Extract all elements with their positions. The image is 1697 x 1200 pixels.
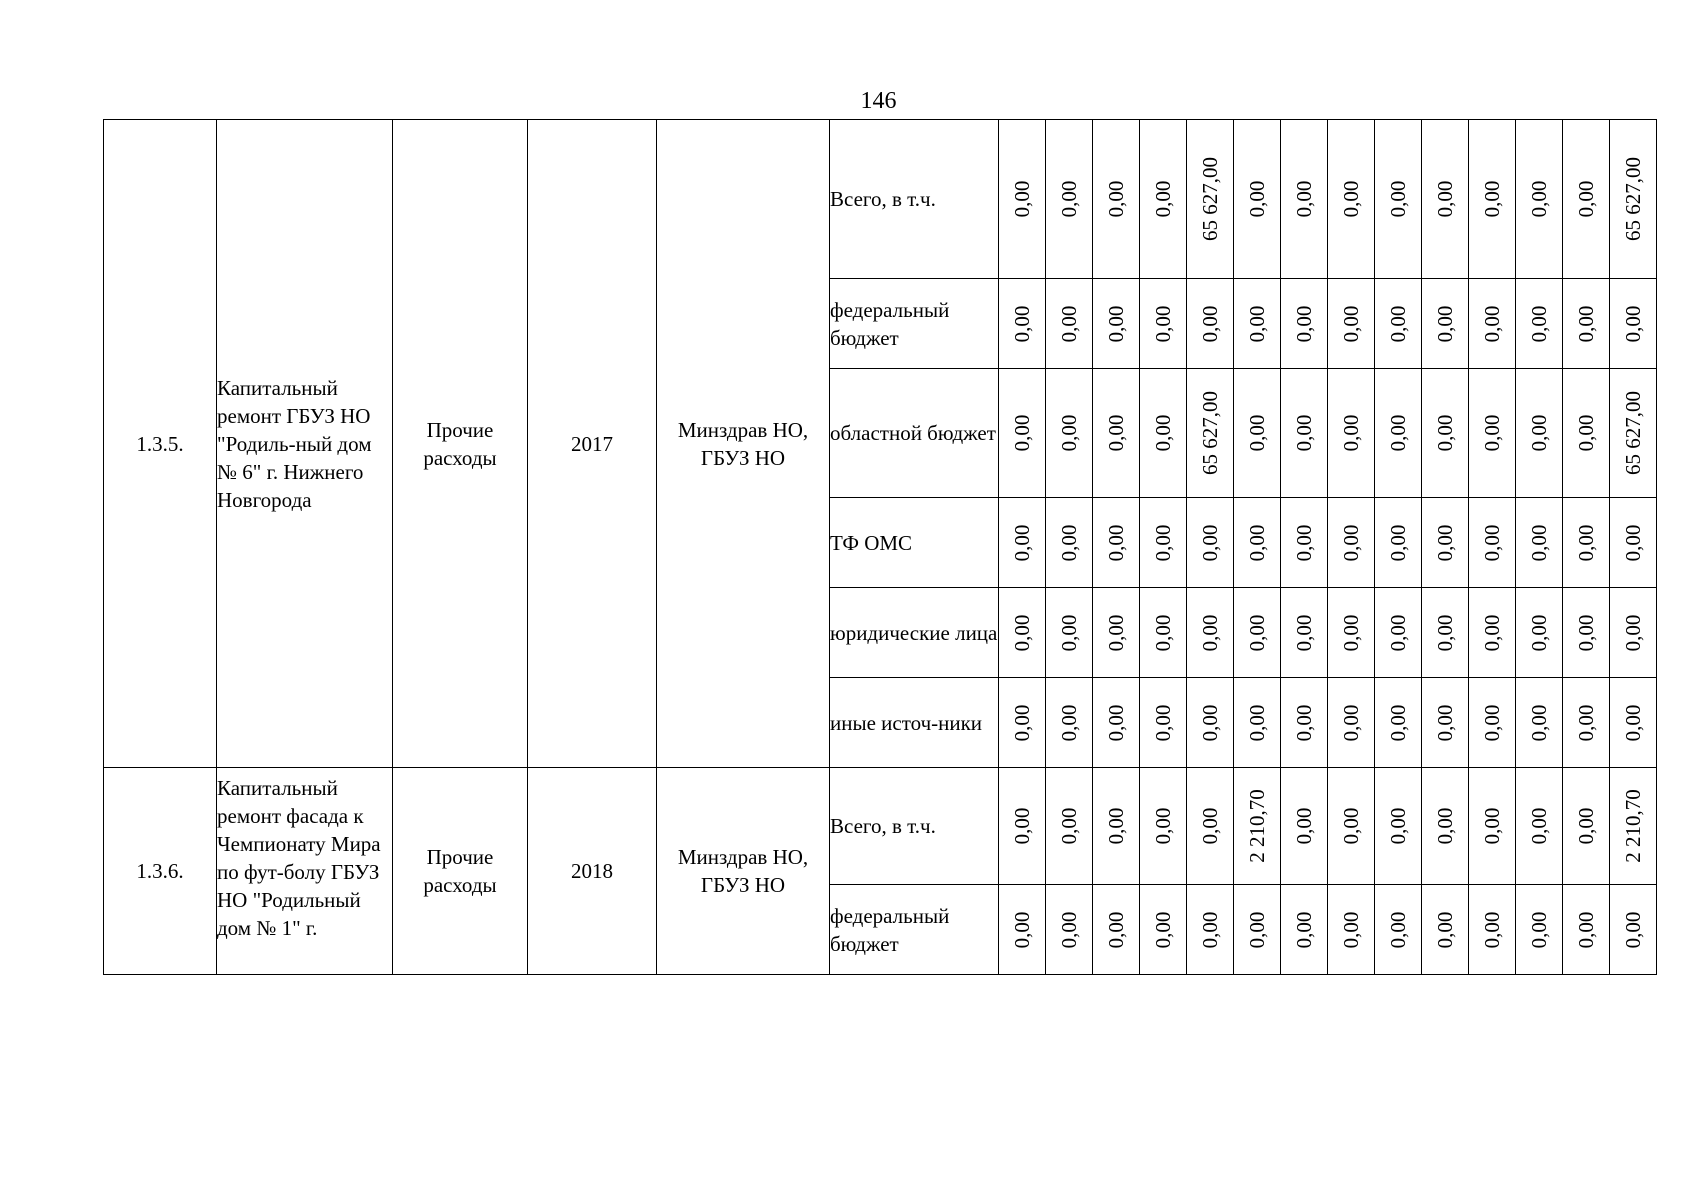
value-text: 0,00: [1198, 305, 1222, 342]
value-cell: [1093, 768, 1140, 885]
value-cell: [1328, 588, 1375, 678]
value-cell: [1187, 588, 1234, 678]
value-text: 0,00: [1339, 524, 1363, 561]
value-cell: [1610, 279, 1657, 369]
item-code: 1.3.5.: [104, 120, 217, 768]
value-text: 0,00: [1433, 807, 1457, 845]
value-text: 0,00: [1574, 614, 1598, 651]
value-cell: [1375, 885, 1422, 975]
value-text: 0,00: [1527, 305, 1551, 342]
value-cell: [1563, 768, 1610, 885]
value-cell: [1516, 678, 1563, 768]
value-cell: [1234, 885, 1281, 975]
value-cell: [1093, 678, 1140, 768]
value-text: 0,00: [1527, 180, 1551, 218]
value-cell: [1469, 369, 1516, 498]
value-text: 0,00: [1104, 614, 1128, 651]
value-text: 0,00: [1151, 807, 1175, 845]
value-cell: [1093, 885, 1140, 975]
value-text: 0,00: [1339, 911, 1363, 948]
value-cell: [999, 120, 1046, 279]
value-text: 0,00: [1339, 180, 1363, 218]
value-cell: [999, 588, 1046, 678]
value-text: 0,00: [1104, 807, 1128, 845]
value-cell: [999, 369, 1046, 498]
funding-source: Всего, в т.ч.: [830, 768, 999, 885]
value-text: 0,00: [1104, 524, 1128, 561]
value-text: 0,00: [1386, 807, 1410, 845]
value-text: 0,00: [1292, 180, 1316, 218]
value-text: 0,00: [1245, 305, 1269, 342]
value-cell: [1234, 588, 1281, 678]
value-text: 2 210,70: [1621, 789, 1645, 863]
value-cell: [1140, 369, 1187, 498]
value-text: 0,00: [1292, 614, 1316, 651]
value-cell: [1281, 369, 1328, 498]
value-text: 0,00: [1386, 180, 1410, 218]
value-text: 0,00: [1292, 911, 1316, 948]
value-cell: [1375, 279, 1422, 369]
value-cell: [1469, 120, 1516, 279]
value-cell: [1328, 768, 1375, 885]
value-text: 0,00: [1245, 180, 1269, 218]
value-cell: [1516, 279, 1563, 369]
value-text: 0,00: [1292, 414, 1316, 452]
value-text: 0,00: [1574, 414, 1598, 452]
value-cell: [1281, 885, 1328, 975]
value-cell: [1610, 588, 1657, 678]
value-text: 0,00: [1151, 414, 1175, 452]
value-cell: [1187, 369, 1234, 498]
value-text: 0,00: [1527, 614, 1551, 651]
value-text: 0,00: [1010, 704, 1034, 741]
value-text: 0,00: [1480, 180, 1504, 218]
value-text: 0,00: [1574, 180, 1598, 218]
value-text: 0,00: [1480, 807, 1504, 845]
value-cell: [1093, 120, 1140, 279]
value-cell: [1234, 120, 1281, 279]
value-text: 0,00: [1339, 614, 1363, 651]
value-cell: [1375, 120, 1422, 279]
value-text: 0,00: [1057, 180, 1081, 218]
value-cell: [1469, 678, 1516, 768]
value-text: 0,00: [1104, 414, 1128, 452]
value-text: 0,00: [1574, 911, 1598, 948]
value-cell: [1375, 369, 1422, 498]
value-cell: [1046, 885, 1093, 975]
value-text: 0,00: [1433, 911, 1457, 948]
value-text: 0,00: [1621, 305, 1645, 342]
value-cell: [1234, 279, 1281, 369]
value-cell: [1281, 588, 1328, 678]
value-cell: [1469, 768, 1516, 885]
year: 2017: [528, 120, 657, 768]
value-cell: [1046, 120, 1093, 279]
value-cell: [1328, 498, 1375, 588]
value-text: 0,00: [1245, 704, 1269, 741]
expense-type: Прочие расходы: [393, 768, 528, 975]
value-text: 0,00: [1339, 704, 1363, 741]
value-text: 0,00: [1480, 911, 1504, 948]
value-text: 65 627,00: [1621, 157, 1645, 241]
executor: Минздрав НО, ГБУЗ НО: [657, 120, 830, 768]
value-text: 0,00: [1010, 524, 1034, 561]
value-text: 0,00: [1057, 414, 1081, 452]
item-code: 1.3.6.: [104, 768, 217, 975]
value-text: 0,00: [1198, 911, 1222, 948]
table-row: [104, 768, 1657, 885]
value-cell: [1234, 768, 1281, 885]
value-cell: [1046, 768, 1093, 885]
value-cell: [1516, 885, 1563, 975]
value-cell: [1328, 885, 1375, 975]
value-cell: [1375, 678, 1422, 768]
value-text: 0,00: [1386, 524, 1410, 561]
value-cell: [1469, 279, 1516, 369]
value-cell: [1422, 885, 1469, 975]
page-number: 146: [860, 88, 897, 114]
value-cell: [1328, 369, 1375, 498]
value-cell: [1281, 678, 1328, 768]
value-text: 0,00: [1433, 614, 1457, 651]
funding-source: Всего, в т.ч.: [830, 120, 999, 279]
value-cell: [1563, 678, 1610, 768]
value-cell: [1187, 279, 1234, 369]
value-text: 0,00: [1527, 524, 1551, 561]
value-text: 0,00: [1386, 911, 1410, 948]
value-cell: [1187, 120, 1234, 279]
value-text: 0,00: [1010, 807, 1034, 845]
value-text: 0,00: [1104, 180, 1128, 218]
value-text: 0,00: [1010, 911, 1034, 948]
value-text: 0,00: [1527, 807, 1551, 845]
table-row: [104, 120, 1657, 279]
value-text: 0,00: [1010, 180, 1034, 218]
value-cell: [1516, 768, 1563, 885]
value-cell: [1422, 120, 1469, 279]
value-text: 0,00: [1292, 704, 1316, 741]
value-text: 0,00: [1574, 524, 1598, 561]
value-cell: [1375, 498, 1422, 588]
value-text: 0,00: [1339, 807, 1363, 845]
budget-table: [103, 119, 1657, 975]
value-cell: [999, 678, 1046, 768]
value-text: 0,00: [1151, 180, 1175, 218]
value-cell: [999, 279, 1046, 369]
value-cell: [1093, 498, 1140, 588]
value-text: 0,00: [1057, 807, 1081, 845]
value-text: 0,00: [1057, 911, 1081, 948]
value-cell: [1375, 588, 1422, 678]
value-cell: [1610, 498, 1657, 588]
value-text: 0,00: [1574, 305, 1598, 342]
value-text: 0,00: [1245, 414, 1269, 452]
value-cell: [1046, 678, 1093, 768]
value-cell: [1610, 369, 1657, 498]
value-text: 0,00: [1151, 305, 1175, 342]
value-cell: [1375, 768, 1422, 885]
value-cell: [1140, 678, 1187, 768]
value-cell: [999, 885, 1046, 975]
value-cell: [1281, 279, 1328, 369]
item-name: Капитальный ремонт фасада к Чемпионату Мира по фут-болу ГБУЗ НО "Родильный дом № 1" г.: [217, 768, 393, 975]
value-cell: [1046, 498, 1093, 588]
value-cell: [1140, 279, 1187, 369]
value-text: 0,00: [1339, 305, 1363, 342]
value-cell: [1422, 588, 1469, 678]
value-text: 0,00: [1574, 807, 1598, 845]
value-cell: [1516, 120, 1563, 279]
value-cell: [1610, 885, 1657, 975]
value-cell: [1281, 498, 1328, 588]
value-cell: [1140, 588, 1187, 678]
value-text: 0,00: [1057, 704, 1081, 741]
value-text: 0,00: [1151, 911, 1175, 948]
value-text: 0,00: [1621, 704, 1645, 741]
value-text: 0,00: [1621, 614, 1645, 651]
value-cell: [1234, 369, 1281, 498]
value-cell: [1187, 768, 1234, 885]
value-text: 0,00: [1104, 305, 1128, 342]
value-cell: [1516, 588, 1563, 678]
value-cell: [1563, 498, 1610, 588]
value-cell: [1046, 369, 1093, 498]
value-text: 0,00: [1386, 414, 1410, 452]
value-cell: [1046, 588, 1093, 678]
value-text: 0,00: [1010, 305, 1034, 342]
value-text: 0,00: [1151, 614, 1175, 651]
value-text: 0,00: [1245, 524, 1269, 561]
value-cell: [1610, 768, 1657, 885]
value-text: 0,00: [1198, 614, 1222, 651]
value-cell: [1422, 768, 1469, 885]
table-body: [104, 120, 1657, 975]
value-text: 0,00: [1527, 414, 1551, 452]
value-text: 0,00: [1245, 614, 1269, 651]
year: 2018: [528, 768, 657, 975]
value-cell: [999, 498, 1046, 588]
value-text: 65 627,00: [1198, 391, 1222, 475]
value-text: 0,00: [1433, 704, 1457, 741]
value-cell: [1140, 120, 1187, 279]
value-cell: [1093, 588, 1140, 678]
item-name: Капитальный ремонт ГБУЗ НО "Родиль-ный дом № 6" г. Нижнего Новгорода: [217, 120, 393, 768]
value-cell: [1563, 279, 1610, 369]
value-text: 0,00: [1621, 524, 1645, 561]
value-text: 0,00: [1433, 180, 1457, 218]
value-text: 0,00: [1527, 704, 1551, 741]
value-cell: [1610, 120, 1657, 279]
value-text: 0,00: [1104, 911, 1128, 948]
value-text: 0,00: [1527, 911, 1551, 948]
value-text: 0,00: [1386, 305, 1410, 342]
value-text: 0,00: [1104, 704, 1128, 741]
funding-source: ТФ ОМС: [830, 498, 999, 588]
value-cell: [1563, 120, 1610, 279]
expense-type: Прочие расходы: [393, 120, 528, 768]
value-cell: [1140, 885, 1187, 975]
value-text: 0,00: [1480, 704, 1504, 741]
value-text: 0,00: [1574, 704, 1598, 741]
value-text: 65 627,00: [1198, 157, 1222, 241]
value-text: 0,00: [1057, 524, 1081, 561]
value-cell: [1516, 498, 1563, 588]
value-text: 0,00: [1480, 524, 1504, 561]
value-cell: [1140, 498, 1187, 588]
value-text: 0,00: [1151, 704, 1175, 741]
value-cell: [1469, 588, 1516, 678]
value-text: 0,00: [1480, 305, 1504, 342]
value-cell: [1422, 498, 1469, 588]
value-text: 0,00: [1480, 614, 1504, 651]
value-text: 0,00: [1621, 911, 1645, 948]
value-text: 0,00: [1339, 414, 1363, 452]
value-cell: [1422, 369, 1469, 498]
value-cell: [1187, 885, 1234, 975]
value-text: 0,00: [1057, 305, 1081, 342]
value-cell: [1187, 678, 1234, 768]
value-text: 0,00: [1245, 911, 1269, 948]
value-text: 0,00: [1386, 614, 1410, 651]
executor: Минздрав НО, ГБУЗ НО: [657, 768, 830, 975]
value-text: 0,00: [1292, 305, 1316, 342]
value-cell: [1281, 768, 1328, 885]
value-text: 0,00: [1292, 524, 1316, 561]
value-cell: [1563, 588, 1610, 678]
value-text: 0,00: [1198, 524, 1222, 561]
value-text: 0,00: [1292, 807, 1316, 845]
value-text: 0,00: [1151, 524, 1175, 561]
value-cell: [1328, 678, 1375, 768]
value-cell: [1046, 279, 1093, 369]
value-text: 0,00: [1386, 704, 1410, 741]
value-cell: [1469, 885, 1516, 975]
value-cell: [1516, 369, 1563, 498]
funding-source: областной бюджет: [830, 369, 999, 498]
value-cell: [1422, 279, 1469, 369]
value-cell: [1093, 279, 1140, 369]
value-cell: [1234, 498, 1281, 588]
value-text: 0,00: [1010, 414, 1034, 452]
value-text: 2 210,70: [1245, 789, 1269, 863]
funding-source: федеральный бюджет: [830, 885, 999, 975]
value-cell: [1234, 678, 1281, 768]
value-text: 0,00: [1433, 524, 1457, 561]
value-cell: [1140, 768, 1187, 885]
value-cell: [1328, 279, 1375, 369]
value-cell: [1187, 498, 1234, 588]
funding-source: юридические лица: [830, 588, 999, 678]
value-text: 0,00: [1433, 305, 1457, 342]
value-cell: [1328, 120, 1375, 279]
value-text: 0,00: [1010, 614, 1034, 651]
value-text: 0,00: [1198, 704, 1222, 741]
value-cell: [1563, 885, 1610, 975]
value-cell: [1093, 369, 1140, 498]
value-cell: [999, 768, 1046, 885]
value-cell: [1610, 678, 1657, 768]
funding-source: иные источ-ники: [830, 678, 999, 768]
value-text: 65 627,00: [1621, 391, 1645, 475]
value-text: 0,00: [1057, 614, 1081, 651]
value-text: 0,00: [1480, 414, 1504, 452]
funding-source: федеральный бюджет: [830, 279, 999, 369]
value-cell: [1281, 120, 1328, 279]
value-cell: [1422, 678, 1469, 768]
value-text: 0,00: [1433, 414, 1457, 452]
value-text: 0,00: [1198, 807, 1222, 845]
value-cell: [1563, 369, 1610, 498]
value-cell: [1469, 498, 1516, 588]
